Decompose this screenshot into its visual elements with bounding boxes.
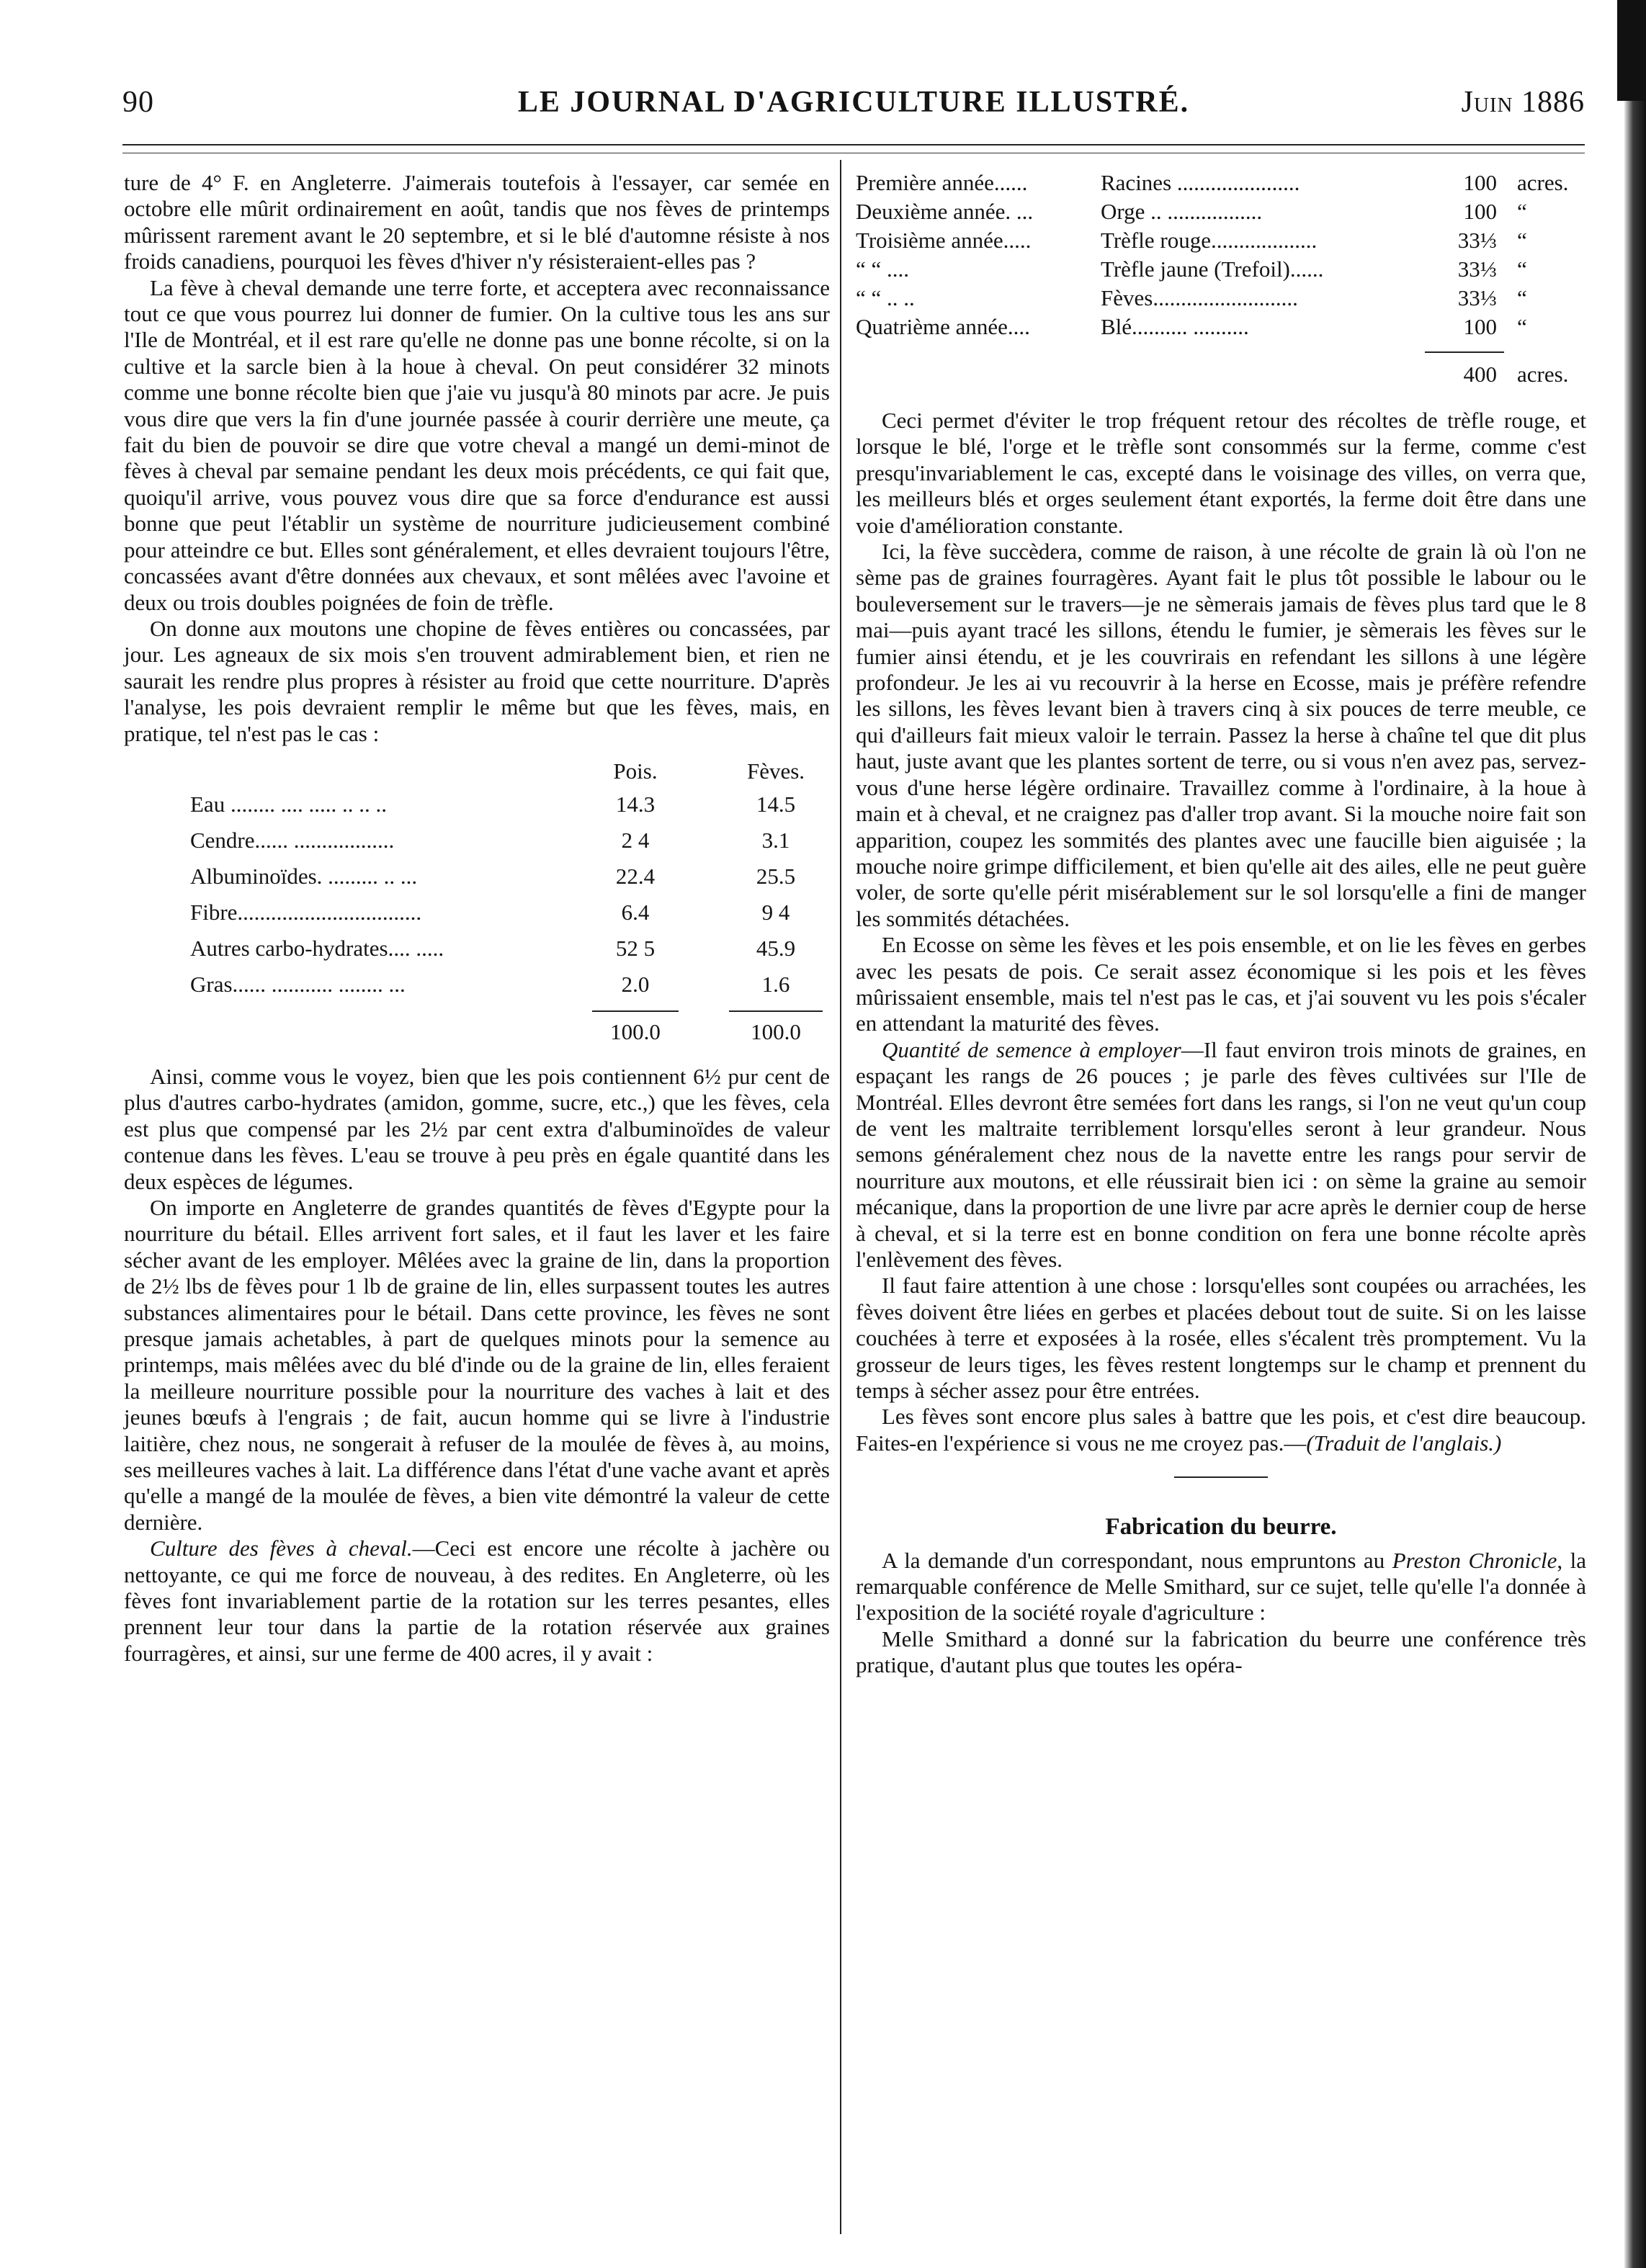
total-pois: 100.0 bbox=[610, 1018, 661, 1044]
total-feves: 100.0 bbox=[751, 1018, 801, 1044]
rotation-unit: “ bbox=[1517, 314, 1527, 339]
table-row bbox=[856, 170, 1586, 199]
rotation-amount: 33⅓ bbox=[1457, 285, 1497, 310]
feves-value: 9 4 bbox=[761, 899, 790, 925]
rotation-amount: 33⅓ bbox=[1457, 256, 1497, 282]
table-row bbox=[856, 228, 1586, 256]
paragraph-text: —Il faut environ trois minots de graines, en espaçant les rangs de 26 pouces ; je parle des fèves cultivées sur l'Ile de Montréal. Elles devront être semées fort dans les rangs, si l'on ne veut qu'un coup de vent les maltraite terriblement lorsqu'elles seront à leur grandeur. Nous semons généralement chez nous de la navette entre les rangs pour servir de nourriture aux moutons, et elle réussirait bien ici : on sème la graine au semoir mécanique, dans la proportion de une livre par acre après le dernier coup de herse à cheval, et si la terre est en bonne condition on fera une bonne récolte après l'enlèvement des fèves. bbox=[856, 1036, 1586, 1272]
table-row bbox=[124, 931, 830, 967]
column-header-pois: Pois. bbox=[613, 758, 658, 784]
rotation-total-unit: acres. bbox=[1517, 362, 1569, 387]
rotation-total: 400 bbox=[1463, 362, 1497, 387]
column-header-feves: Fèves. bbox=[746, 758, 805, 784]
rule-line bbox=[1425, 351, 1504, 353]
row-label: Fibre................................. bbox=[190, 899, 422, 925]
scan-edge-corner bbox=[1617, 0, 1646, 101]
rotation-unit: “ bbox=[1517, 228, 1527, 253]
paragraph: On importe en Angleterre de grandes quantités de fèves d'Egypte pour la nourriture du bétail. Elles arrivent fort sales, et il faut les laver et les faire sécher avant de les employer. Mêlées avec la graine de lin, dans la proportion de 2½ lbs de fèves pour 1 lb de graine de lin, elles surpassent toutes les autres substances alimentaires pour le bétail. Dans cette province, les fèves ne sont presque jamais achetables, à part de quelques minots pour la semence au printemps, mais mêlées avec du blé d'inde ou de la graine de lin, elles feraient la meilleure nourriture possible pour la nourriture des vaches à lait et des jeunes bœufs à l'engrais ; de fait, aucun homme qui se livre à l'industrie laitière, chez nous, ne songerait à refuser de la moulée de fèves à, au moins, ses meilleures vaches à lait. La différence dans l'état d'une vache avant et après qu'elle a mangé de la moulée de fèves, a bien vite démontré la valeur de cette dernière. bbox=[124, 1194, 830, 1535]
composition-table-header bbox=[124, 754, 830, 787]
left-column bbox=[124, 170, 830, 1667]
paragraph-text: —Ceci est encore une récolte à jachère ou nettoyante, ce qui me force de nouveau, à des redites. En Angleterre, où les fèves font invariablement partie de la rotation sur les terres pesantes, elles prennent leur tour dans la partie de la rotation réservée aux graines fourragères, et ainsi, sur une ferme de 400 acres, il y avait : bbox=[124, 1536, 830, 1666]
rotation-year: Première année...... bbox=[856, 170, 1028, 195]
paragraph: Il faut faire attention à une chose : lorsqu'elles sont coupées ou arrachées, les fèves doivent être liées en gerbes et placées debout tout de suite. Si on les laisse couchées à terre et exposées à la rosée, elles s'écalent très promptement. Vu la grosseur de leurs tiges, les fèves restent longtemps sur le champ et prennent du temps à sécher assez pour être entrées. bbox=[856, 1273, 1586, 1404]
rotation-year: “ “ .... bbox=[856, 256, 910, 282]
issue-date: Juin 1886 bbox=[1461, 86, 1585, 119]
page-number: 90 bbox=[122, 86, 154, 119]
paragraph: ture de 4° F. en Angleterre. J'aimerais toutefois à l'essayer, car semée en octobre elle mûrit ordinairement en août, tandis que nos fèves de printemps mûrissent rarement avant le 20 septembre, et si le blé d'automne résiste à nos froids canadiens, pourquoi les fèves d'hiver n'y résisteraient-elles pas ? bbox=[124, 170, 830, 274]
rotation-amount: 100 bbox=[1463, 199, 1497, 224]
table-total-row bbox=[124, 1016, 830, 1057]
pois-value: 52 5 bbox=[615, 935, 656, 961]
table-row bbox=[124, 967, 830, 1003]
row-label: Autres carbo-hydrates.... ..... bbox=[190, 935, 444, 961]
rotation-unit: “ bbox=[1517, 285, 1527, 310]
rotation-crop: Racines ...................... bbox=[1101, 170, 1300, 195]
header-rule bbox=[122, 144, 1585, 145]
table-row bbox=[856, 285, 1586, 314]
paragraph: Melle Smithard a donné sur la fabrication du beurre une conférence très pratique, d'autant plus que toutes les opéra- bbox=[856, 1626, 1586, 1678]
table-row bbox=[856, 314, 1586, 343]
page-header bbox=[122, 85, 1585, 128]
rotation-crop: Orge .. ................. bbox=[1101, 199, 1263, 224]
rotation-year: Quatrième année.... bbox=[856, 314, 1030, 339]
total-rule-pois bbox=[592, 1010, 679, 1012]
table-row bbox=[124, 823, 830, 859]
total-rules bbox=[124, 1003, 830, 1016]
source-title: Preston Chronicle bbox=[1392, 1547, 1557, 1573]
feves-value: 3.1 bbox=[761, 827, 790, 853]
paragraph: En Ecosse on sème les fèves et les pois ensemble, et on lie les fèves en gerbes avec les pesats de pois. Ce serait assez économique si les pois et les fèves mûrissaient ensemble, mais tel n'est pas le cas, et j'ai souvent vu les pois s'écaler en attendant la maturité des fèves. bbox=[856, 932, 1586, 1036]
rotation-crop: Fèves.......................... bbox=[1101, 285, 1298, 310]
paragraph: Ainsi, comme vous le voyez, bien que les pois contiennent 6½ pur cent de plus d'autres carbo-hydrates (amidon, gomme, sucre, etc.,) que les fèves, cela est plus que compensé par les 2½ par cent extra d'albuminoïdes de valeur contenue dans les fèves. L'eau se trouve à peu près en égale quantité dans les deux espèces de légumes. bbox=[124, 1063, 830, 1194]
paragraph: Ici, la fève succèdera, comme de raison, à une récolte de grain là où l'on ne sème pas de graines fourragères. Ayant fait le plus tôt possible le labour ou le bouleversement sur le travers—je ne sèmerais jamais de fèves plus tard que le 8 mai—puis ayant tracé les sillons, étendu le fumier, je sèmerais les fèves sur le fumier ainsi étendu, et je les couvrirais en refendant les sillons à une légère profondeur. Je les ai vu recouvrir à la herse en Ecosse, mais je préfère refendre les sillons, les fèves levant bien à travers cinq à six pouces de terre meuble, ce qui d'ailleurs fait mieux valoir le terrain. Passez la herse à chaîne tel que dit plus haut, juste avant que les plantes sortent de terre, ou si vous n'en avez pas, servez-vous d'une herse légère ordinaire. Travaillez comme à l'ordinaire, à la houe à main et à cheval, et ne craignez pas d'aller trop avant. Si la mouche noire fait son apparition, coupez les sommités des plantes avec une faucille bien aiguisée ; la mouche noire grimpe difficilement, et bien qu'elle ait des ailes, elle ne peut guère voler, de sorte qu'elle périt misérablement sur le sol lorsqu'elle a fini de manger les sommités détachées. bbox=[856, 539, 1586, 931]
rotation-crop: Trèfle rouge................... bbox=[1101, 228, 1318, 253]
subsection-title: Quantité de semence à employer bbox=[882, 1036, 1181, 1062]
rotation-amount: 33⅓ bbox=[1457, 228, 1497, 253]
feves-value: 14.5 bbox=[756, 791, 796, 817]
pois-value: 2.0 bbox=[621, 971, 650, 997]
rotation-total-row bbox=[856, 359, 1586, 400]
column-divider bbox=[840, 160, 841, 2234]
paragraph-text: , la remarquable conférence de Melle Smithard, sur ce sujet, telle qu'elle l'a donnée à l'exposition de la société royale d'agriculture : bbox=[856, 1547, 1586, 1626]
rotation-sum-rule bbox=[856, 343, 1586, 359]
feves-value: 25.5 bbox=[756, 863, 796, 889]
pois-value: 14.3 bbox=[615, 791, 656, 817]
paragraph-text: A la demande d'un correspondant, nous empruntons au bbox=[882, 1547, 1392, 1573]
pois-value: 6.4 bbox=[621, 899, 650, 925]
table-row bbox=[124, 787, 830, 823]
section-title: Fabrication du beurre. bbox=[1105, 1514, 1337, 1541]
table-row bbox=[856, 256, 1586, 285]
pois-value: 2 4 bbox=[621, 827, 650, 853]
composition-table bbox=[124, 754, 830, 1057]
paragraph bbox=[856, 1548, 1586, 1626]
row-label: Cendre...... .................. bbox=[190, 827, 395, 853]
rotation-crop: Blé.......... .......... bbox=[1101, 314, 1249, 339]
paragraph bbox=[856, 1404, 1586, 1456]
scan-edge-shadow bbox=[1624, 0, 1646, 2268]
pois-value: 22.4 bbox=[615, 863, 656, 889]
row-label: Gras...... ........... ........ ... bbox=[190, 971, 406, 997]
table-row bbox=[124, 895, 830, 931]
rotation-unit: “ bbox=[1517, 199, 1527, 224]
rotation-unit: “ bbox=[1517, 256, 1527, 282]
journal-title: LE JOURNAL D'AGRICULTURE ILLUSTRÉ. bbox=[517, 86, 1190, 119]
rotation-crop: Trèfle jaune (Trefoil)...... bbox=[1101, 256, 1324, 282]
paragraph-text: Les fèves sont encore plus sales à battre que les pois, et c'est dire beaucoup. Faites-en l'expérience si vous ne me croyez pas.— bbox=[856, 1404, 1586, 1456]
paragraph: Ceci permet d'éviter le trop fréquent retour des récoltes de trèfle rouge, et lorsque le blé, l'orge et le trèfle sont consommés sur la ferme, comme c'est presqu'invariablement le cas, excepté dans le voisinage des villes, on verra que, les meilleurs blés et orges seulement étant exportés, la ferme doit être dans une voie d'amélioration constante. bbox=[856, 408, 1586, 538]
table-row bbox=[124, 859, 830, 895]
feves-value: 1.6 bbox=[761, 971, 790, 997]
rotation-amount: 100 bbox=[1463, 314, 1497, 339]
paragraph bbox=[856, 1037, 1586, 1273]
feves-value: 45.9 bbox=[756, 935, 796, 961]
paragraph bbox=[124, 1536, 830, 1667]
subsection-title: Culture des fèves à cheval. bbox=[150, 1536, 413, 1561]
right-column bbox=[856, 170, 1586, 1679]
rotation-table bbox=[856, 170, 1586, 400]
row-label: Albuminoïdes. ......... .. ... bbox=[190, 863, 418, 889]
section-divider bbox=[1174, 1476, 1268, 1478]
rotation-year: Deuxième année. ... bbox=[856, 199, 1034, 224]
paragraph: On donne aux moutons une chopine de fèves entières ou concassées, par jour. Les agneaux de six mois s'en trouvent admirablement bien, et rien ne saurait les rendre plus propres à résister au froid que cette nourriture. D'après l'analyse, les pois devraient remplir le même but que les fèves, mais, en pratique, tel n'est pas le cas : bbox=[124, 615, 830, 746]
total-rule-feves bbox=[729, 1010, 823, 1012]
paragraph: La fève à cheval demande une terre forte, et acceptera avec reconnaissance tout ce que vous pourrez lui donner de fumier. On la cultive tous les ans sur l'Ile de Montréal, et il est rare qu'elle ne donne pas une bonne récolte, si on la cultive et la sarcle bien à la houe à cheval. On peut considérer 32 minots comme une bonne récolte bien que j'aie vu jusqu'à 80 minots par acre. Je puis vous dire que vers la fin d'une journée passée à courir derrière une meute, ça fait du bien de pouvoir se dire que votre cheval a mangé un demi-minot de fèves à cheval par semaine pendant les deux mois précédents, ce qui fait que, quoiqu'il arrive, vous pouvez vous dire que sa force d'endurance est aussi bonne que peut l'établir un système de nourriture judicieusement combiné pour atteindre ce but. Elles sont généralement, et elles devraient toujours l'être, concassées avant d'être données aux chevaux, et sont mêlées avec l'avoine et deux ou trois doubles poignées de foin de trèfle. bbox=[124, 274, 830, 615]
rotation-year: “ “ .. .. bbox=[856, 285, 915, 310]
rotation-amount: 100 bbox=[1463, 170, 1497, 195]
rotation-year: Troisième année..... bbox=[856, 228, 1032, 253]
row-label: Eau ........ .... ..... .. .. .. bbox=[190, 791, 387, 817]
table-row bbox=[856, 199, 1586, 228]
translation-credit: (Traduit de l'anglais.) bbox=[1306, 1430, 1502, 1456]
rotation-unit: acres. bbox=[1517, 170, 1569, 195]
